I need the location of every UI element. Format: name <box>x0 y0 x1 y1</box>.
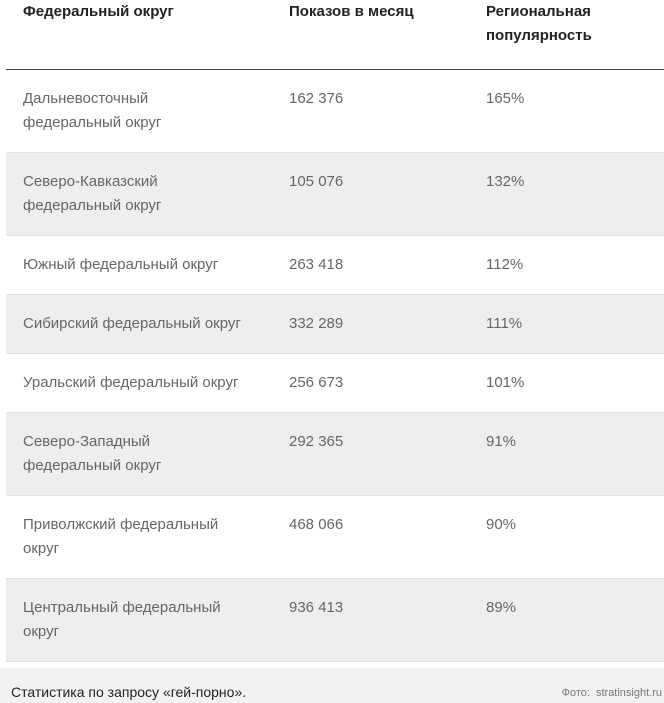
district-name-line1: Сибирский федеральный округ <box>23 315 241 332</box>
table-header <box>6 0 664 70</box>
district-cell <box>6 70 272 152</box>
header-views <box>272 0 469 69</box>
views-cell: 256 673 <box>289 374 344 391</box>
table-row <box>6 153 664 236</box>
district-cell <box>6 496 272 578</box>
views-cell: 936 413 <box>289 599 344 616</box>
district-cell <box>6 354 272 412</box>
photo-credit-label: Фото: <box>561 687 590 699</box>
popularity-cell: 91% <box>486 433 517 450</box>
table-row <box>6 354 664 413</box>
header-views-label: Показов в месяц <box>289 3 414 20</box>
header-popularity <box>469 0 664 69</box>
views-cell: 468 066 <box>289 516 344 533</box>
popularity-cell: 111% <box>486 315 523 332</box>
popularity-cell: 89% <box>486 599 517 616</box>
popularity-cell: 132% <box>486 173 525 190</box>
popularity-cell: 90% <box>486 516 517 533</box>
district-name-line2: округ <box>23 540 60 557</box>
views-cell: 105 076 <box>289 173 344 190</box>
photo-credit <box>562 686 662 700</box>
table-row <box>6 70 664 153</box>
header-popularity-line2: популярность <box>486 27 592 44</box>
district-name-line1: Дальневосточный <box>23 90 149 107</box>
district-name-line1: Центральный федеральный <box>23 599 221 616</box>
district-cell <box>6 295 272 353</box>
district-cell <box>6 413 272 495</box>
table-row <box>6 496 664 579</box>
popularity-cell: 112% <box>486 256 524 273</box>
views-cell: 263 418 <box>289 256 344 273</box>
table-row <box>6 413 664 496</box>
stats-table <box>6 0 664 662</box>
district-cell <box>6 579 272 661</box>
caption-text: Статистика по запросу «гей-порно». <box>11 684 247 700</box>
table-row <box>6 579 664 662</box>
popularity-cell: 101% <box>486 374 525 391</box>
district-name-line2: федеральный округ <box>23 457 162 474</box>
district-name-line1: Приволжский федеральный <box>23 516 219 533</box>
district-name-line1: Южный федеральный округ <box>23 256 219 273</box>
district-cell <box>6 236 272 294</box>
header-popularity-line1: Региональная <box>486 3 591 20</box>
header-district-label: Федеральный округ <box>23 3 174 20</box>
popularity-cell: 165% <box>486 90 525 107</box>
views-cell: 292 365 <box>289 433 344 450</box>
table-row <box>6 295 664 354</box>
photo-credit-source: stratinsight.ru <box>595 687 662 699</box>
district-name-line2: округ <box>23 623 60 640</box>
district-name-line1: Северо-Кавказский <box>23 173 158 190</box>
district-cell <box>6 153 272 235</box>
district-name-line1: Уральский федеральный округ <box>23 374 239 391</box>
image-caption-bar <box>0 668 664 703</box>
district-name-line2: федеральный округ <box>23 197 162 214</box>
table-row <box>6 236 664 295</box>
district-name-line2: федеральный округ <box>23 114 162 131</box>
district-name-line1: Северо-Западный <box>23 433 151 450</box>
views-cell: 162 376 <box>289 90 344 107</box>
views-cell: 332 289 <box>289 315 344 332</box>
header-district <box>6 0 272 69</box>
